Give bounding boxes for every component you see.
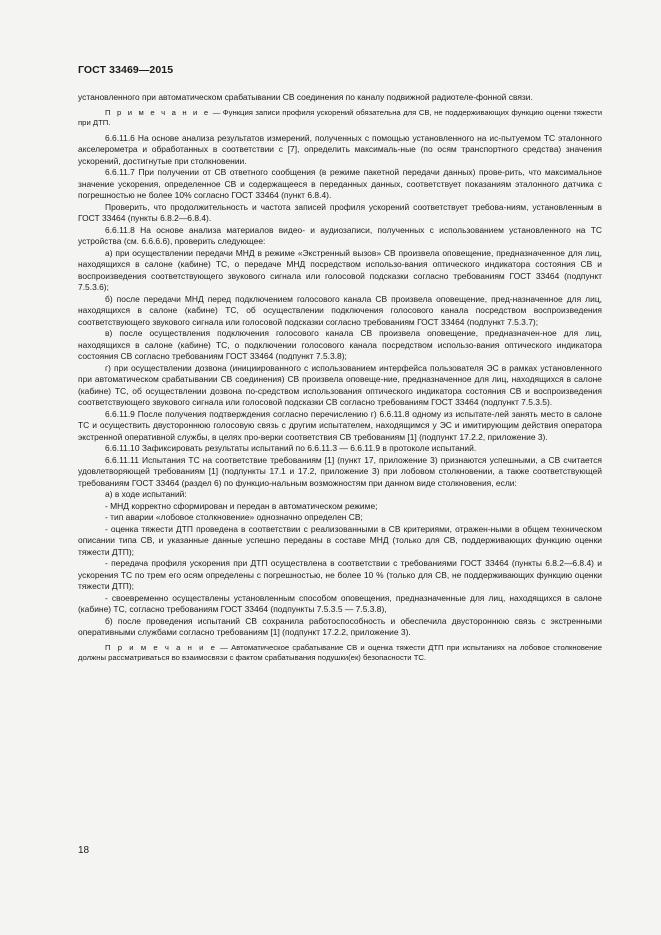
body-paragraph: 6.6.11.10 Зафиксировать результаты испытаний по 6.6.11.3 — 6.6.11.9 в протоколе испытаний. <box>105 443 477 453</box>
note-label: П р и м е ч а н и е <box>105 107 211 117</box>
note-label: П р и м е ч а н и е <box>105 642 217 652</box>
body-paragraph: г) при осуществлении дозвона (инициированного с использованием интерфейса пользователя ЭС в рамках установленного при автоматическом срабатывании СВ соединения) СВ произвела оповеще-ние, предназначенное для лиц, находящихся в салоне (кабине) ТС, об осуществлении дозвона по-средством использования оптического индикатора состояния СВ и воспроизведения соответствующего звукового сигнала или голосовой подсказки СВ согласно требованиям ГОСТ 33464 (подпункт 7.5.3.5). <box>78 362 602 407</box>
body-paragraph: - передача профиля ускорения при ДТП осуществлена в соответствии с требованиями ГОСТ 33464 (пункты 6.8.2—6.8.4) и ускорения ТС по трем его осям определены с погрешностью, не более 10 % (только для СВ, не поддерживающих функцию оценки тяжести ДТП); <box>78 558 602 591</box>
body-paragraph: 6.6.11.7 При получении от СВ ответного сообщения (в режиме пакетной передачи данных) прове-рить, что максимальное значение ускорения, определенное СВ и содержащееся в переданных данных, соответствует показаниям эталонного датчика с погрешностью не более 10% согласно ГОСТ 33464 (пункт 6.8.4). <box>78 167 602 200</box>
body-paragraph: 6.6.11.8 На основе анализа материалов видео- и аудиозаписи, полученных с использованием установленного на ТС устройства (см. 6.6.6.6), проверить следующее: <box>78 224 602 246</box>
body-paragraph: - тип аварии «лобовое столкновение» однозначно определен СВ; <box>105 512 363 522</box>
body-paragraph: б) после передачи МНД перед подключением голосового канала СВ произвела оповещение, пред-назначенное для лиц, находящихся в салоне (кабине) ТС, об осуществлении подключения голосового канала посредством воспроизведения соответствующего звукового сигнала или голосовой подсказки согласно требованиям ГОСТ 33464 (подпункт 7.5.3.7); <box>78 293 602 327</box>
note-text: — Функция записи профиля ускорений обязательна для СВ, не поддерживающих функцию оценки тяжести при ДТП. <box>78 107 602 127</box>
body-paragraph: а) при осуществлении передачи МНД в режиме «Экстренный вызов» СВ произвела оповещение, предназначенное для лиц, находящихся в салоне (кабине) ТС, о передаче МНД посредством использо-вания оптического индикатора состояния СВ и воспроизведения соответствующего звукового сигнала или голосовой подсказки согласно требованиям ГОСТ 33464 (подпункт 7.5.3.6); <box>78 247 602 292</box>
body-paragraph: в) после осуществления подключения голосового канала СВ произвела оповещение, предназначен-ное для лиц, находящихся в салоне (кабине) ТС, о подключении голосового канала посредством использо-вания оптического индикатора состояния СВ согласно требованиям ГОСТ 33464 (подпункт 7.5.3.8); <box>78 328 602 361</box>
page-number: 18 <box>78 845 90 856</box>
body-paragraph: Проверить, что продолжительность и частота записей профиля ускорений соответствует требова-ниям, установленным в ГОСТ 33464 (пункты 6.8.2—6.8.4). <box>78 201 602 223</box>
body-paragraph: установленного при автоматическом срабатывании СВ соединения по каналу подвижной радиотеле-фонной связи. <box>78 92 533 102</box>
document-body <box>78 92 602 668</box>
body-paragraph: - МНД корректно сформирован и передан в автоматическом режиме; <box>105 500 378 511</box>
body-paragraph: - оценка тяжести ДТП проведена в соответствии с реализованными в СВ критериями, отражен-ными в общем техническом описании типа СВ, и указанные данные успешно переданы в составе МНД (только для СВ, поддерживающих функцию оценки тяжести ДТП); <box>78 523 602 557</box>
body-paragraph: а) в ходе испытаний: <box>105 489 187 499</box>
body-paragraph: 6.6.11.6 На основе анализа результатов измерений, полученных с помощью установленного на ис-пытуемом ТС эталонного акселерометра и обработанных в соответствии с [7], определить максималь-ные (по осям транспортного средства) значения ускорений, достигнутые при столкновении. <box>78 132 602 166</box>
body-paragraph: б) после проведения испытаний СВ сохранила работоспособность и обеспечила двустороннюю связь с экстренными оперативными службами согласно требованиям [1] (подпункт 17.2.2, приложение 3). <box>78 615 602 637</box>
body-paragraph: 6.6.11.9 После получения подтверждения согласно перечислению г) 6.6.11.8 одному из испытате-лей занять место в салоне ТС и осуществить двустороннюю голосовую связь с другим испытателем, находящимся у ЭС и имитирующим действия оператора экстренной оперативной службы, в целях про-верки соответствия СВ требованиям [1] (подпункт 17.2.2, приложение 3). <box>78 408 602 442</box>
note-text: — Автоматическое срабатывание СВ и оценка тяжести ДТП при испытаниях на лобовое столкновение должны рассматриваться во взаимосвязи с фактом срабатывания подушки(ек) безопасности ТС. <box>78 642 603 662</box>
note-paragraph <box>78 108 602 129</box>
body-paragraph: 6.6.11.11 Испытания ТС на соответствие требованиям [1] (пункт 17, приложение 3) признаются успешными, а СВ считается удовлетворяющей требованиям [1] (подпункты 17.1 и 17.2, приложение 3) при лобовом столкновении, а также соответствующей требованиям ГОСТ 33464 (раздел 6) по функцио-нальным возможностям при данном виде столкновения, если: <box>78 454 602 488</box>
document-header: ГОСТ 33469—2015 <box>78 64 174 76</box>
note-paragraph <box>78 643 602 664</box>
body-paragraph: - своевременно осуществлены установленным способом оповещения, предназначенные для лиц, находящихся в салоне (кабине) ТС, согласно требованиям ГОСТ 33464 (подпункты 7.5.3.5 — 7.5.3.8), <box>78 592 602 614</box>
